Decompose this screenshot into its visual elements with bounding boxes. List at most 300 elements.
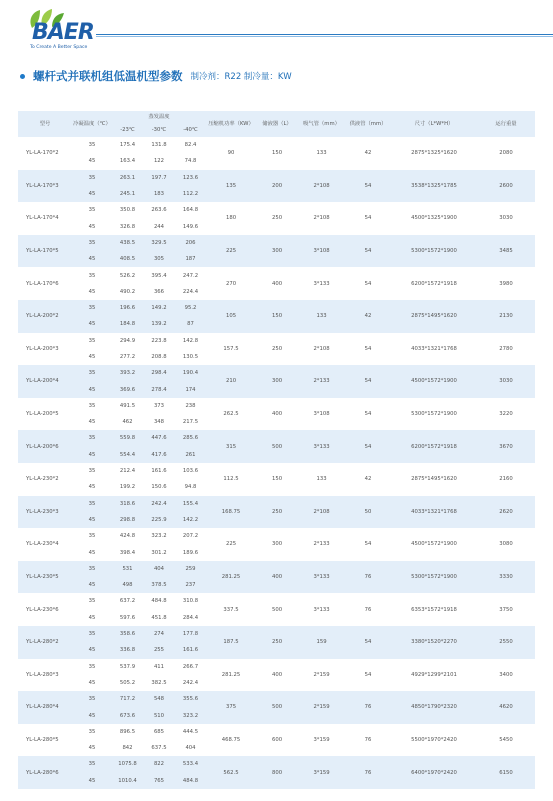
table-row xyxy=(18,137,535,153)
cell-t1: 196.6 xyxy=(112,300,143,316)
cell-liquid: 54 xyxy=(345,430,391,463)
cell-t3: 355.6 xyxy=(175,691,206,707)
cell-cond-temp: 35 xyxy=(72,691,112,707)
cell-t1: 490.2 xyxy=(119,288,136,295)
cell-size: 6400*1970*2420 xyxy=(391,756,477,789)
cell-cond-temp: 45 xyxy=(88,354,96,360)
cell-power: 225 xyxy=(225,541,237,548)
cell-size: 3538*1325*1785 xyxy=(391,170,477,203)
cell-power: 281.25 xyxy=(221,671,241,678)
cell-tank: 600 xyxy=(271,736,283,743)
cell-weight: 2130 xyxy=(477,300,535,333)
cell-t1: 1075.8 xyxy=(112,756,143,772)
cell-size: 4500*1572*1900 xyxy=(411,541,457,548)
cell-cond-temp: 35 xyxy=(88,728,96,735)
cell-t3: 74.8 xyxy=(184,158,197,165)
cell-power: 135 xyxy=(206,170,256,203)
cell-t1: 277.2 xyxy=(119,354,136,360)
cell-liquid: 42 xyxy=(345,300,391,333)
cell-cond-temp: 35 xyxy=(88,272,96,279)
cell-liquid: 54 xyxy=(364,280,372,287)
cell-model: YL-LA-230*2 xyxy=(26,476,59,483)
cell-t3: 142.8 xyxy=(182,337,199,344)
cell-t2: 451.8 xyxy=(151,614,167,621)
cell-model: YL-LA-200*3 xyxy=(26,345,59,352)
table-row xyxy=(18,267,535,283)
cell-t1: 537.9 xyxy=(119,663,136,670)
cell-weight: 3485 xyxy=(477,235,535,268)
cell-suction: 3*133 xyxy=(313,280,330,287)
cell-t3: 242.4 xyxy=(182,679,199,686)
cell-model: YL-LA-200*6 xyxy=(18,430,72,463)
cell-model: YL-LA-280*4 xyxy=(18,691,72,724)
cell-t1: 597.6 xyxy=(119,614,136,621)
table-row xyxy=(18,463,535,479)
cell-suction: 2*108 xyxy=(313,345,330,352)
cell-t1: 175.4 xyxy=(119,142,136,149)
cell-t3: 238 xyxy=(185,402,196,409)
table-row xyxy=(18,724,535,740)
cell-size: 5300*1572*1900 xyxy=(391,561,477,594)
cell-tank: 250 xyxy=(256,626,298,659)
cell-cond-temp: 35 xyxy=(72,626,112,642)
cell-size: 4033*1321*1768 xyxy=(391,496,477,529)
cell-t2: 225.9 xyxy=(143,512,175,528)
cell-power: 112.5 xyxy=(223,476,239,483)
cell-tank: 150 xyxy=(271,476,283,483)
cell-model: YL-LA-280*3 xyxy=(26,671,59,678)
cell-tank: 400 xyxy=(271,411,283,418)
cell-t1: 424.8 xyxy=(119,533,136,540)
cell-t1: 408.5 xyxy=(112,251,143,267)
cell-tank: 250 xyxy=(271,215,283,222)
cell-t2: 305 xyxy=(143,251,175,267)
cell-size: 3380*1520*2270 xyxy=(391,626,477,659)
cell-t2: 411 xyxy=(153,663,165,670)
cell-tank: 500 xyxy=(256,430,298,463)
cell-power: 315 xyxy=(206,430,256,463)
cell-t3: 404 xyxy=(185,745,196,752)
cell-weight: 3030 xyxy=(477,365,535,398)
cell-t1: 717.2 xyxy=(112,691,143,707)
header-evap-temp: 蒸发温度 xyxy=(112,111,206,124)
cell-t3: 261 xyxy=(175,447,206,463)
cell-t2: 301.2 xyxy=(151,549,167,556)
cell-tank: 250 xyxy=(271,345,283,352)
cell-cond-temp: 45 xyxy=(88,549,96,556)
cell-model: YL-LA-280*2 xyxy=(18,626,72,659)
cell-t3: 533.4 xyxy=(175,756,206,772)
cell-t2: 197.7 xyxy=(143,170,175,186)
cell-power: 90 xyxy=(227,150,235,157)
cell-t2: 274 xyxy=(143,626,175,642)
cell-t2: 122 xyxy=(153,158,165,165)
header-model: 型号 xyxy=(18,111,72,137)
header-t2: -30℃ xyxy=(143,124,175,137)
table-row xyxy=(18,300,535,316)
cell-t1: 298.8 xyxy=(112,512,143,528)
cell-t3: 142.2 xyxy=(175,512,206,528)
cell-t2: 373 xyxy=(153,402,165,409)
spec-table xyxy=(18,111,535,789)
cell-suction: 3*108 xyxy=(298,235,345,268)
cell-t2: 323.2 xyxy=(151,533,167,540)
cell-weight: 4620 xyxy=(477,691,535,724)
cell-model: YL-LA-280*6 xyxy=(18,756,72,789)
header-power: 压缩机功率（KW） xyxy=(206,111,256,137)
cell-suction: 2*133 xyxy=(313,541,330,548)
cell-model: YL-LA-170*6 xyxy=(26,280,59,287)
cell-tank: 800 xyxy=(256,756,298,789)
cell-t2: 329.5 xyxy=(143,235,175,251)
cell-t2: 637.5 xyxy=(151,745,167,752)
section-heading xyxy=(20,67,292,85)
cell-t2: 131.8 xyxy=(151,142,167,149)
cell-model: YL-LA-170*2 xyxy=(26,150,59,157)
cell-t3: 247.2 xyxy=(182,272,199,279)
cell-t1: 184.8 xyxy=(112,316,143,332)
cell-power: 210 xyxy=(206,365,256,398)
cell-t3: 94.8 xyxy=(184,484,197,491)
cell-tank: 300 xyxy=(256,365,298,398)
page-title: 螺杆式并联机组低温机型参数 xyxy=(33,69,183,83)
cell-model: YL-LA-200*4 xyxy=(18,365,72,398)
cell-cond-temp: 45 xyxy=(88,288,96,295)
cell-cond-temp: 35 xyxy=(72,300,112,316)
cell-size: 4850*1790*2320 xyxy=(391,691,477,724)
cell-t1: 294.9 xyxy=(119,337,136,344)
cell-cond-temp: 45 xyxy=(72,512,112,528)
cell-model: YL-LA-230*5 xyxy=(18,561,72,594)
header-t3: -40℃ xyxy=(175,124,206,137)
cell-liquid: 54 xyxy=(345,235,391,268)
cell-t2: 183 xyxy=(143,186,175,202)
cell-cond-temp: 35 xyxy=(72,756,112,772)
cell-power: 337.5 xyxy=(223,606,239,613)
cell-tank: 500 xyxy=(271,606,283,613)
table-row xyxy=(18,333,535,349)
cell-power: 270 xyxy=(225,280,237,287)
cell-power: 468.75 xyxy=(221,736,241,743)
cell-tank: 200 xyxy=(256,170,298,203)
brand-slogan: To Create A Better Space xyxy=(30,45,88,50)
cell-tank: 150 xyxy=(256,300,298,333)
cell-liquid: 54 xyxy=(345,365,391,398)
cell-t2: 395.4 xyxy=(151,272,167,279)
cell-weight: 2780 xyxy=(499,345,513,352)
cell-cond-temp: 45 xyxy=(72,577,112,593)
cell-t3: 82.4 xyxy=(184,142,197,149)
cell-model: YL-LA-230*4 xyxy=(26,541,59,548)
cell-t3: 103.6 xyxy=(182,468,199,475)
cell-cond-temp: 35 xyxy=(88,468,96,475)
cell-weight: 3980 xyxy=(499,280,513,287)
cell-suction: 2*108 xyxy=(298,170,345,203)
cell-tank: 400 xyxy=(271,671,283,678)
cell-size: 2875*1495*1620 xyxy=(391,300,477,333)
cell-suction: 2*108 xyxy=(313,215,330,222)
cell-t3: 187 xyxy=(175,251,206,267)
table-row xyxy=(18,496,535,512)
cell-t2: 417.6 xyxy=(143,447,175,463)
table-row xyxy=(18,528,535,544)
cell-power: 225 xyxy=(206,235,256,268)
brand-logo xyxy=(26,8,98,52)
cell-model: YL-LA-230*3 xyxy=(18,496,72,529)
cell-power: 562.5 xyxy=(206,756,256,789)
table-row xyxy=(18,756,535,772)
bullet-icon xyxy=(20,74,25,79)
cell-model: YL-LA-230*6 xyxy=(26,606,59,613)
cell-liquid: 54 xyxy=(345,626,391,659)
cell-liquid: 76 xyxy=(345,561,391,594)
cell-weight: 3400 xyxy=(499,671,513,678)
cell-t2: 161.6 xyxy=(151,468,167,475)
cell-t2: 382.5 xyxy=(151,679,167,686)
cell-power: 187.5 xyxy=(206,626,256,659)
cell-t2: 510 xyxy=(143,707,175,723)
cell-liquid: 42 xyxy=(364,476,372,483)
cell-t3: 112.2 xyxy=(175,186,206,202)
cell-suction: 2*159 xyxy=(298,691,345,724)
cell-t1: 163.4 xyxy=(119,158,136,165)
cell-t1: 318.6 xyxy=(112,496,143,512)
cell-cond-temp: 45 xyxy=(72,642,112,658)
cell-t3: 87 xyxy=(175,316,206,332)
cell-t1: 462 xyxy=(122,419,133,426)
table-row xyxy=(18,691,535,707)
cell-t3: 323.2 xyxy=(175,707,206,723)
cell-size: 6200*1572*1918 xyxy=(391,430,477,463)
cell-size: 4929*1299*2101 xyxy=(411,671,457,678)
cell-liquid: 76 xyxy=(364,736,372,743)
cell-suction: 2*108 xyxy=(298,496,345,529)
cell-t2: 278.4 xyxy=(143,381,175,397)
cell-t1: 263.1 xyxy=(112,170,143,186)
cell-t1: 1010.4 xyxy=(112,773,143,789)
cell-t1: 498 xyxy=(112,577,143,593)
table-body xyxy=(18,137,535,789)
cell-weight: 3080 xyxy=(499,541,513,548)
cell-weight: 3750 xyxy=(499,606,513,613)
cell-cond-temp: 35 xyxy=(88,663,96,670)
cell-t3: 164.8 xyxy=(182,207,199,214)
cell-size: 4033*1321*1768 xyxy=(411,345,457,352)
cell-t1: 199.2 xyxy=(119,484,136,491)
cell-model: YL-LA-200*5 xyxy=(26,411,59,418)
cell-tank: 150 xyxy=(271,150,283,157)
cell-power: 105 xyxy=(206,300,256,333)
cell-size: 2875*1325*1620 xyxy=(411,150,457,157)
cell-t2: 685 xyxy=(153,728,165,735)
cell-weight: 2600 xyxy=(477,170,535,203)
header-divider xyxy=(96,34,553,35)
cell-size: 5300*1572*1900 xyxy=(411,411,457,418)
cell-t1: 531 xyxy=(112,561,143,577)
cell-cond-temp: 45 xyxy=(88,484,96,491)
cell-cond-temp: 45 xyxy=(72,316,112,332)
cell-suction: 3*133 xyxy=(298,430,345,463)
table-row xyxy=(18,430,535,446)
cell-t3: 95.2 xyxy=(175,300,206,316)
cell-size: 4500*1325*1900 xyxy=(411,215,457,222)
cell-liquid: 54 xyxy=(364,345,372,352)
cell-cond-temp: 45 xyxy=(72,251,112,267)
cell-tank: 300 xyxy=(256,235,298,268)
cell-tank: 400 xyxy=(271,280,283,287)
cell-t1: 896.5 xyxy=(119,728,136,735)
cell-t3: 285.6 xyxy=(175,430,206,446)
cell-tank: 300 xyxy=(271,541,283,548)
cell-liquid: 54 xyxy=(364,215,372,222)
cell-weight: 6150 xyxy=(477,756,535,789)
header-cond-temp: 冷凝温度（℃） xyxy=(72,111,112,137)
brand-name: BAER xyxy=(32,20,94,45)
cell-t3: 224.4 xyxy=(182,288,199,295)
cell-t2: 139.2 xyxy=(143,316,175,332)
cell-t1: 369.6 xyxy=(112,381,143,397)
cell-model: YL-LA-170*3 xyxy=(18,170,72,203)
cell-t3: 155.4 xyxy=(175,496,206,512)
header-liquid: 供液管（mm） xyxy=(345,111,391,137)
cell-weight: 3330 xyxy=(477,561,535,594)
cell-cond-temp: 35 xyxy=(72,496,112,512)
header-size: 尺寸（L*W*H） xyxy=(391,111,477,137)
cell-cond-temp: 35 xyxy=(72,430,112,446)
header-suction: 吸气管（mm） xyxy=(298,111,345,137)
cell-weight: 2620 xyxy=(477,496,535,529)
header-tank: 储液器（L） xyxy=(256,111,298,137)
cell-cond-temp: 45 xyxy=(72,186,112,202)
cell-suction: 2*159 xyxy=(313,671,330,678)
cell-t3: 484.8 xyxy=(175,773,206,789)
table-row xyxy=(18,202,535,218)
cell-liquid: 76 xyxy=(345,691,391,724)
cell-model: YL-LA-170*5 xyxy=(18,235,72,268)
cell-cond-temp: 45 xyxy=(88,745,96,752)
cell-t2: 208.8 xyxy=(151,354,167,360)
cell-cond-temp: 45 xyxy=(72,381,112,397)
cell-t1: 505.2 xyxy=(119,679,136,686)
cell-suction: 3*159 xyxy=(298,756,345,789)
cell-liquid: 54 xyxy=(364,411,372,418)
cell-cond-temp: 35 xyxy=(72,235,112,251)
cell-t3: 284.4 xyxy=(182,614,199,621)
cell-suction: 159 xyxy=(298,626,345,659)
cell-t2: 150.6 xyxy=(151,484,167,491)
cell-t3: 310.8 xyxy=(182,598,199,605)
table-row xyxy=(18,398,535,414)
cell-t3: 177.8 xyxy=(175,626,206,642)
cell-t3: 190.4 xyxy=(175,365,206,381)
cell-power: 375 xyxy=(206,691,256,724)
cell-t1: 336.8 xyxy=(112,642,143,658)
cell-t1: 350.8 xyxy=(119,207,136,214)
cell-t1: 526.2 xyxy=(119,272,136,279)
cell-t3: 149.6 xyxy=(182,223,199,230)
cell-suction: 3*159 xyxy=(313,736,330,743)
cell-cond-temp: 45 xyxy=(72,773,112,789)
cell-power: 168.75 xyxy=(206,496,256,529)
cell-power: 262.5 xyxy=(223,411,239,418)
cell-cond-temp: 35 xyxy=(88,142,96,149)
cell-t3: 207.2 xyxy=(182,533,199,540)
cell-size: 2875*1495*1620 xyxy=(411,476,457,483)
cell-t3: 444.5 xyxy=(182,728,199,735)
cell-tank: 250 xyxy=(256,496,298,529)
cell-t3: 206 xyxy=(175,235,206,251)
cell-t2: 255 xyxy=(143,642,175,658)
cell-cond-temp: 35 xyxy=(88,207,96,214)
cell-t2: 378.5 xyxy=(143,577,175,593)
cell-t2: 484.8 xyxy=(151,598,167,605)
header-weight: 运行重量 xyxy=(477,111,535,137)
cell-tank: 400 xyxy=(256,561,298,594)
cell-liquid: 50 xyxy=(345,496,391,529)
table-row xyxy=(18,626,535,642)
cell-tank: 500 xyxy=(256,691,298,724)
cell-size: 5500*1970*2420 xyxy=(411,736,457,743)
cell-t2: 298.4 xyxy=(143,365,175,381)
cell-t2: 765 xyxy=(143,773,175,789)
cell-cond-temp: 35 xyxy=(88,533,96,540)
cell-cond-temp: 35 xyxy=(88,402,96,409)
table-row xyxy=(18,365,535,381)
cell-liquid: 54 xyxy=(364,671,372,678)
cell-t1: 491.5 xyxy=(119,402,136,409)
cell-t1: 393.2 xyxy=(112,365,143,381)
cell-suction: 2*133 xyxy=(298,365,345,398)
cell-model: YL-LA-200*2 xyxy=(18,300,72,333)
cell-cond-temp: 35 xyxy=(72,561,112,577)
cell-t2: 223.8 xyxy=(151,337,167,344)
refrigerant-info: 制冷剂：R22 制冷量：KW xyxy=(190,72,292,82)
cell-t1: 398.4 xyxy=(119,549,136,556)
cell-power: 180 xyxy=(225,215,237,222)
cell-weight: 3220 xyxy=(499,411,513,418)
cell-t3: 259 xyxy=(175,561,206,577)
cell-t1: 842 xyxy=(122,745,133,752)
cell-suction: 3*108 xyxy=(313,411,330,418)
cell-t1: 245.1 xyxy=(112,186,143,202)
cell-suction: 133 xyxy=(316,476,327,483)
cell-t1: 212.4 xyxy=(119,468,136,475)
cell-t2: 404 xyxy=(143,561,175,577)
cell-suction: 133 xyxy=(316,150,327,157)
cell-t3: 237 xyxy=(175,577,206,593)
cell-t3: 189.6 xyxy=(182,549,199,556)
cell-cond-temp: 45 xyxy=(88,158,96,165)
cell-t2: 242.4 xyxy=(143,496,175,512)
cell-power: 157.5 xyxy=(223,345,239,352)
cell-cond-temp: 45 xyxy=(72,447,112,463)
table-row xyxy=(18,235,535,251)
cell-cond-temp: 45 xyxy=(88,223,96,230)
table-row xyxy=(18,659,535,675)
cell-liquid: 76 xyxy=(345,756,391,789)
cell-t2: 548 xyxy=(143,691,175,707)
table-row xyxy=(18,170,535,186)
cell-weight: 2080 xyxy=(499,150,513,157)
table-row xyxy=(18,593,535,609)
cell-t1: 637.2 xyxy=(119,598,136,605)
cell-t1: 358.6 xyxy=(112,626,143,642)
table-row xyxy=(18,561,535,577)
cell-size: 5300*1572*1900 xyxy=(391,235,477,268)
cell-t1: 554.4 xyxy=(112,447,143,463)
cell-t1: 559.8 xyxy=(112,430,143,446)
cell-t3: 130.5 xyxy=(182,354,199,360)
